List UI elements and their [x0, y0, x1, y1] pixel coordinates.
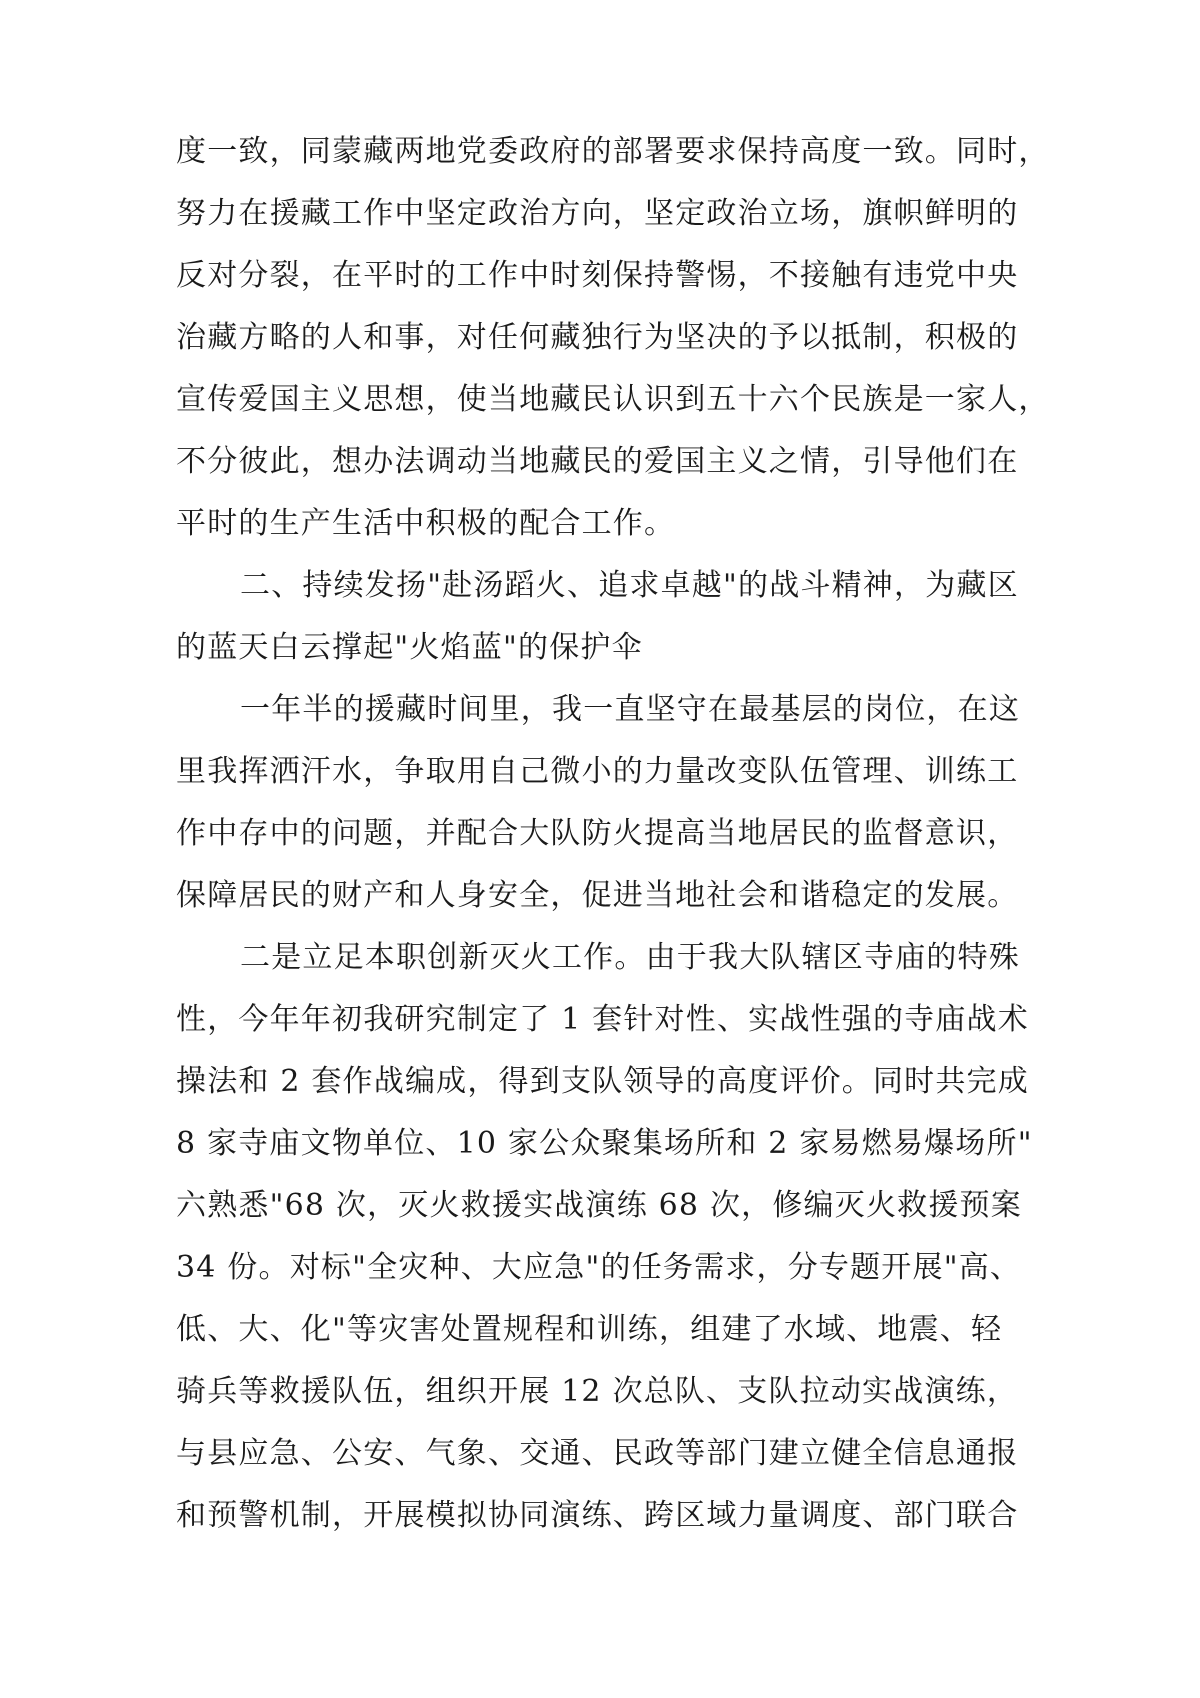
text-line: 六熟悉"68 次，灭火救援实战演练 68 次，修编灭火救援预案 — [176, 1188, 1022, 1223]
text-line: 低、大、化"等灾害处置规程和训练，组建了水域、地震、轻 — [176, 1312, 1003, 1347]
text-line: 不分彼此，想办法调动当地藏民的爱国主义之情，引导他们在 — [176, 444, 1019, 479]
text-line: 反对分裂，在平时的工作中时刻保持警惕，不接触有违党中央 — [176, 258, 1019, 293]
text-line: 34 份。对标"全灾种、大应急"的任务需求，分专题开展"高、 — [176, 1250, 1022, 1285]
text-line: 平时的生产生活中积极的配合工作。 — [176, 506, 676, 541]
text-line: 与县应急、公安、气象、交通、民政等部门建立健全信息通报 — [176, 1436, 1019, 1471]
text-line: 治藏方略的人和事，对任何藏独行为坚决的予以抵制，积极的 — [176, 320, 1019, 355]
text-line: 里我挥洒汗水，争取用自己微小的力量改变队伍管理、训练工 — [176, 754, 1019, 789]
text-line: 骑兵等救援队伍，组织开展 12 次总队、支队拉动实战演练， — [176, 1374, 1019, 1409]
section-heading-line: 二、持续发扬"赴汤蹈火、追求卓越"的战斗精神，为藏区 — [240, 568, 1019, 603]
text-line: 一年半的援藏时间里，我一直坚守在最基层的岗位，在这 — [240, 692, 1020, 727]
text-line: 性，今年年初我研究制定了 1 套针对性、实战性强的寺庙战术 — [176, 1002, 1029, 1037]
text-line: 宣传爱国主义思想，使当地藏民认识到五十六个民族是一家人， — [176, 382, 1050, 417]
text-line: 度一致，同蒙藏两地党委政府的部署要求保持高度一致。同时， — [176, 134, 1050, 169]
section-heading-line: 的蓝天白云撑起"火焰蓝"的保护伞 — [176, 630, 643, 665]
text-line: 保障居民的财产和人身安全，促进当地社会和谐稳定的发展。 — [176, 878, 1019, 913]
text-line: 8 家寺庙文物单位、10 家公众聚集场所和 2 家易燃易爆场所" — [176, 1126, 1033, 1161]
text-line: 努力在援藏工作中坚定政治方向，坚定政治立场，旗帜鲜明的 — [176, 196, 1019, 231]
text-line: 二是立足本职创新灭火工作。由于我大队辖区寺庙的特殊 — [240, 940, 1020, 975]
text-line: 和预警机制，开展模拟协同演练、跨区域力量调度、部门联合 — [176, 1498, 1019, 1533]
text-line: 操法和 2 套作战编成，得到支队领导的高度评价。同时共完成 — [176, 1064, 1029, 1099]
text-line: 作中存中的问题，并配合大队防火提高当地居民的监督意识， — [176, 816, 1019, 851]
